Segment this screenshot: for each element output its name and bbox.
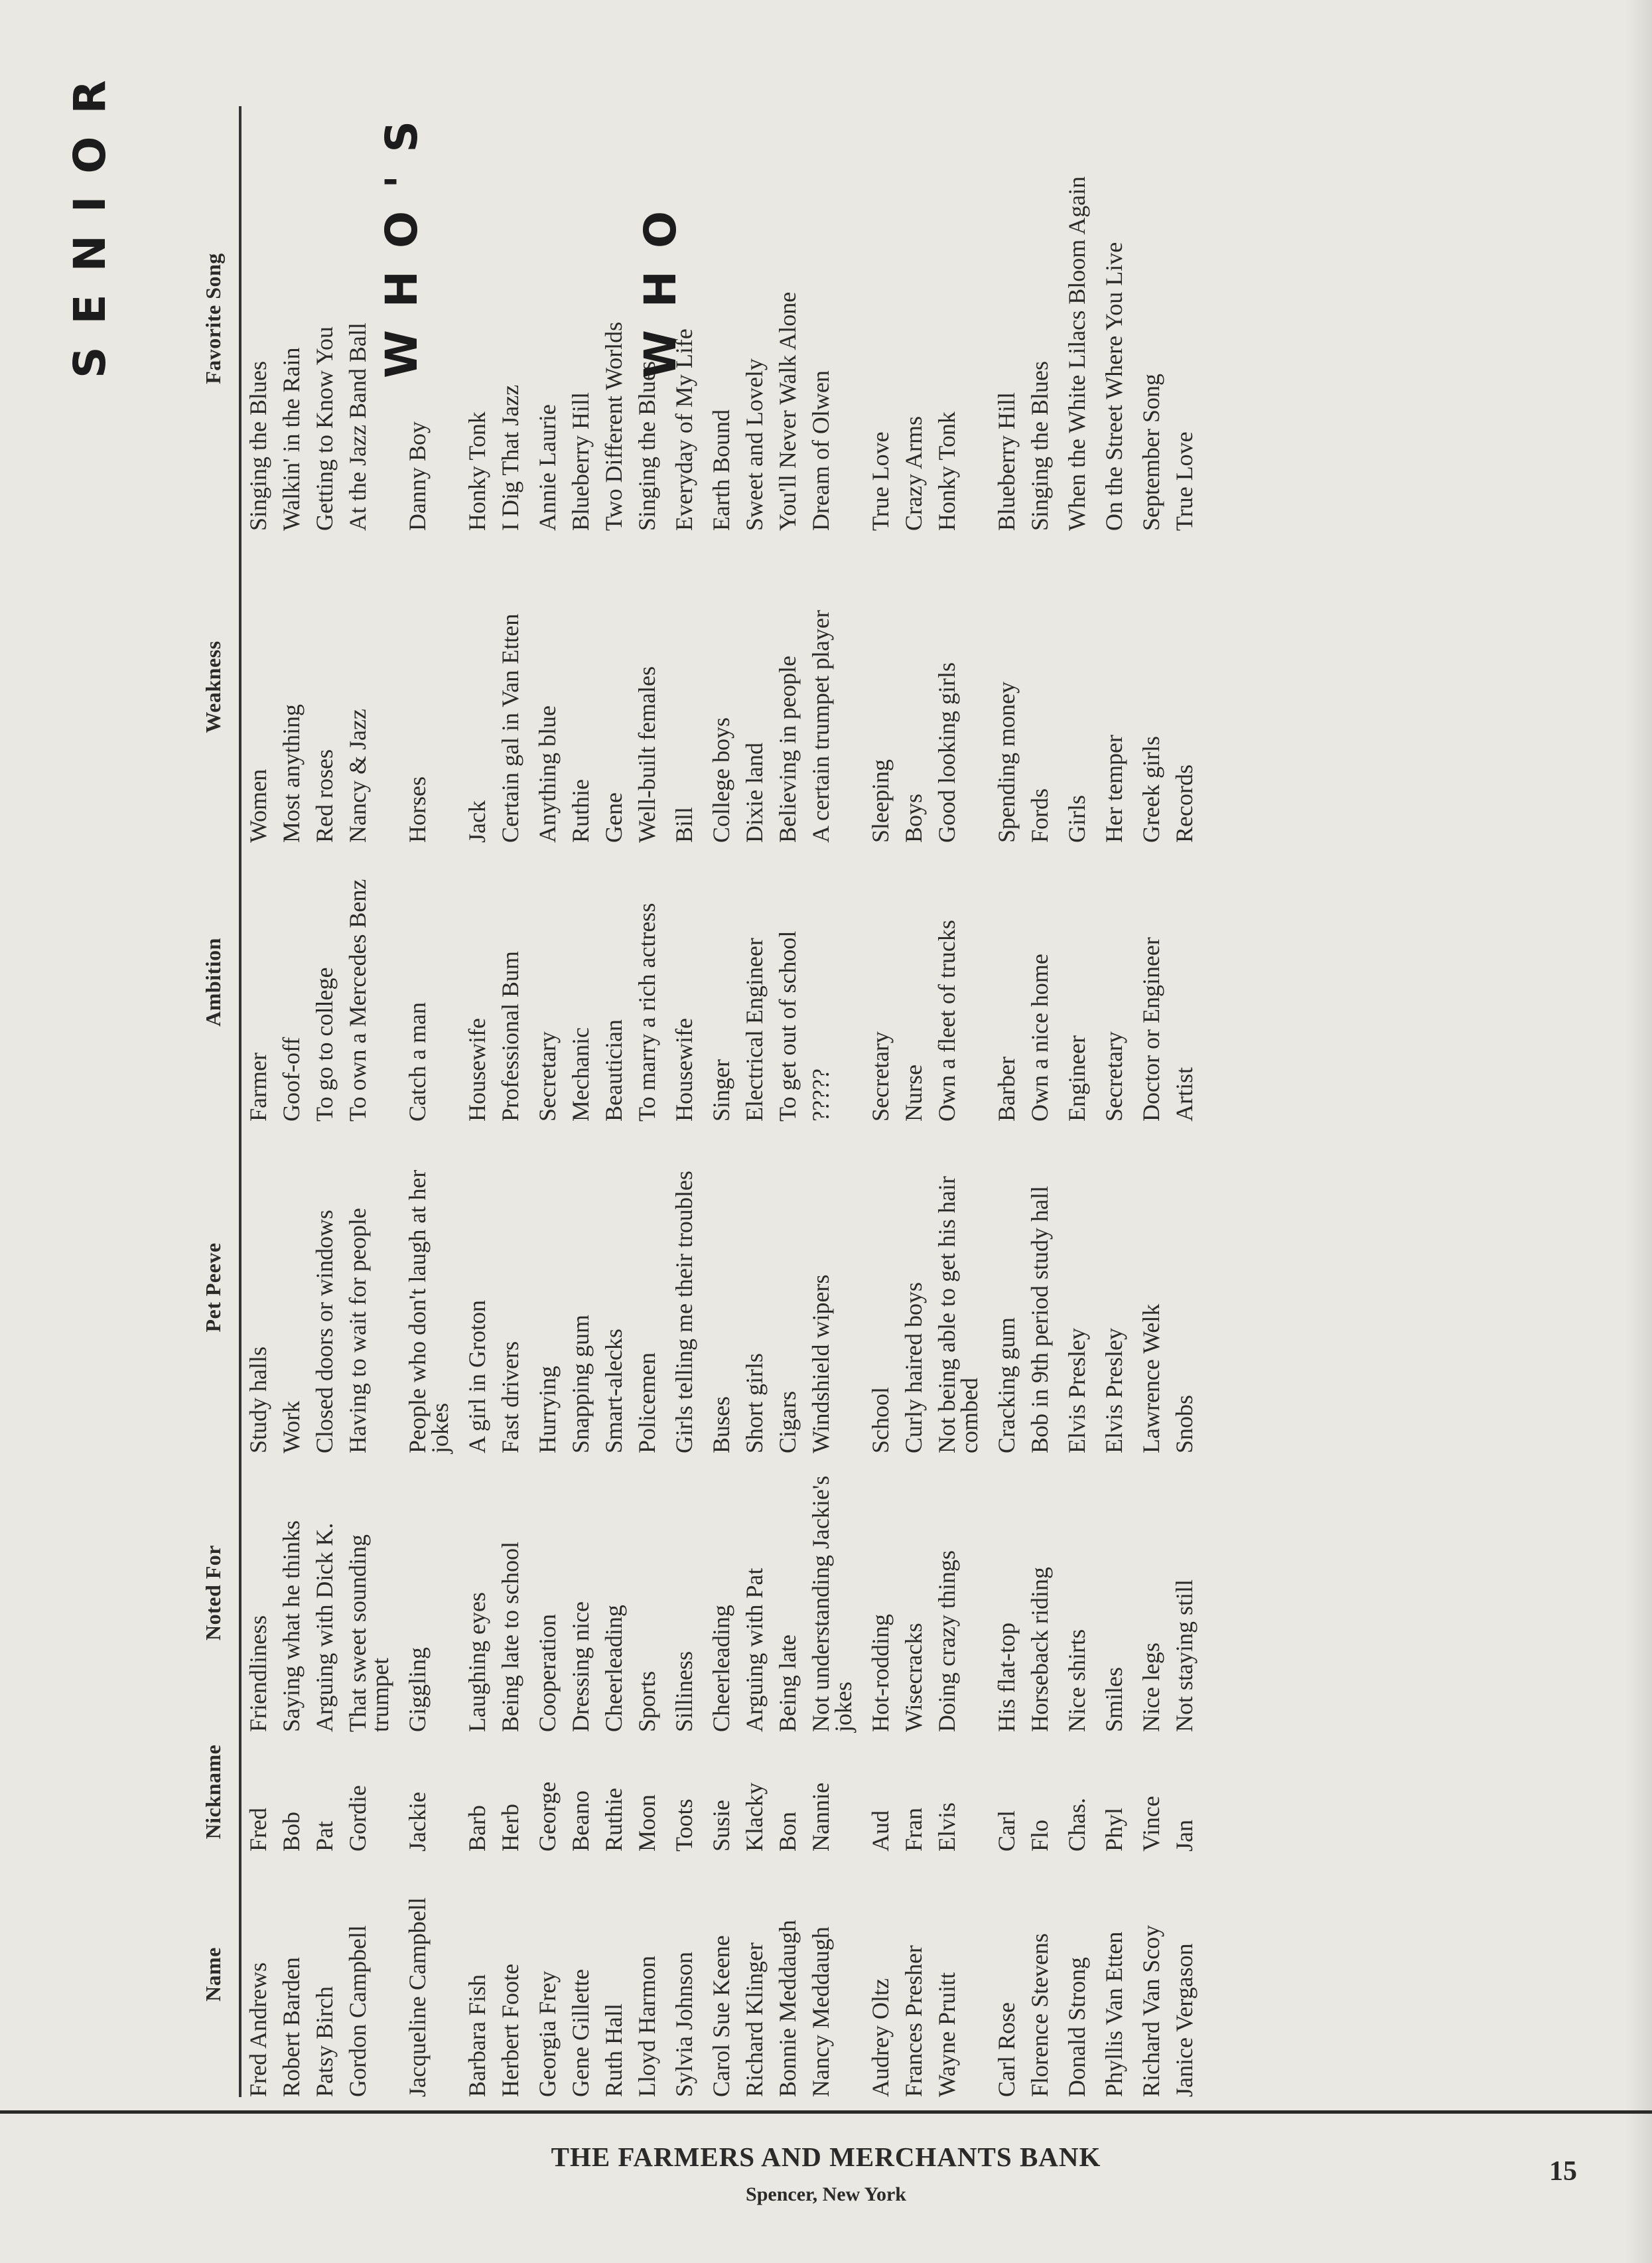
table-row: [630, 106, 667, 2097]
pet-peeve-cell: Study halls: [245, 1346, 271, 1453]
column-header-pet-peeve: Pet Peeve: [27, 1122, 240, 1453]
nickname-cell: Moon: [634, 1794, 660, 1852]
pet-peeve-cell: Snobs: [1171, 1394, 1198, 1453]
pet-peeve-cell: A girl in Groton: [464, 1300, 490, 1453]
pet-peeve-cell: Buses: [708, 1396, 734, 1453]
name-cell: Gordon Campbell: [344, 1925, 371, 2097]
nickname-cell: Gordie: [344, 1785, 371, 1852]
name-cell: Richard Van Scoy: [1138, 1925, 1164, 2097]
weakness-cell: Records: [1171, 765, 1198, 843]
favorite-song-cell: Honky Tonk: [464, 411, 490, 531]
name-cell: Robert Barden: [278, 1957, 305, 2097]
column-header-ambition: Ambition: [27, 843, 240, 1122]
nickname-cell: Barb: [464, 1805, 490, 1852]
nickname-cell: Flo: [1026, 1819, 1053, 1852]
favorite-song-cell: True Love: [867, 431, 894, 531]
pet-peeve-cell: Policemen: [634, 1352, 660, 1453]
noted-for-cell: Saying what he thinks: [278, 1520, 305, 1732]
pet-peeve-cell: Smart-alecks: [600, 1329, 627, 1453]
favorite-song-cell: Danny Boy: [404, 421, 431, 531]
noted-for-cell: That sweet sounding trumpet: [344, 1534, 393, 1732]
name-cell: Wayne Pruitt: [933, 1972, 960, 2097]
weakness-cell: Most anything: [278, 703, 305, 843]
weakness-cell: Good looking girls: [933, 662, 960, 843]
pet-peeve-cell: People who don't laugh at her jokes: [404, 1169, 453, 1453]
favorite-song-cell: Two Different Worlds: [600, 321, 627, 531]
weakness-cell: Her temper: [1101, 735, 1127, 843]
table-row: [864, 106, 897, 2097]
ambition-cell: Barber: [993, 1057, 1020, 1122]
nickname-cell: Pat: [311, 1820, 338, 1852]
table-row: [1060, 106, 1097, 2097]
name-cell: Sylvia Johnson: [671, 1951, 697, 2097]
ambition-cell: To own a Mercedes Benz: [344, 879, 371, 1122]
favorite-song-cell: You'll Never Walk Alone: [774, 291, 801, 531]
noted-for-cell: Giggling: [404, 1646, 431, 1732]
favorite-song-cell: Sweet and Lovely: [741, 358, 768, 531]
table-row: [308, 106, 341, 2097]
nickname-cell: Bon: [774, 1811, 801, 1852]
name-cell: Bonnie Meddaugh: [774, 1920, 801, 2097]
pet-peeve-cell: Short girls: [741, 1352, 768, 1453]
nickname-cell: Beano: [567, 1790, 594, 1852]
name-cell: Ruth Hall: [600, 2004, 627, 2097]
ambition-cell: ?????: [807, 1068, 834, 1122]
nickname-cell: Phyl: [1101, 1807, 1127, 1852]
table-row: [738, 106, 771, 2097]
ambition-cell: Housewife: [671, 1018, 697, 1122]
nickname-cell: Aud: [867, 1810, 894, 1852]
weakness-cell: Believing in people: [774, 656, 801, 843]
ambition-cell: Farmer: [245, 1053, 271, 1122]
noted-for-cell: Not staying still: [1171, 1579, 1198, 1732]
weakness-cell: Women: [245, 768, 271, 843]
ambition-cell: Own a fleet of trucks: [933, 920, 960, 1122]
ambition-cell: Nurse: [900, 1064, 927, 1122]
table-row: [705, 106, 738, 2097]
favorite-song-cell: True Love: [1171, 431, 1198, 531]
table-row: [930, 106, 990, 2097]
pet-peeve-cell: Windshield wipers: [807, 1274, 834, 1453]
favorite-song-cell: Singing the Blues: [1026, 360, 1053, 531]
weakness-cell: Dixie land: [741, 743, 768, 843]
table-row: [275, 106, 308, 2097]
noted-for-cell: Arguing with Dick K.: [311, 1522, 338, 1732]
pet-peeve-cell: Snapping gum: [567, 1314, 594, 1453]
pet-peeve-cell: Having to wait for people: [344, 1208, 371, 1453]
weakness-cell: Well-built females: [634, 666, 660, 843]
pet-peeve-cell: Not being able to get his hair combed: [933, 1176, 983, 1453]
ambition-cell: Catch a man: [404, 1002, 431, 1122]
pet-peeve-cell: Cracking gum: [993, 1317, 1020, 1453]
noted-for-cell: His flat-top: [993, 1623, 1020, 1732]
senior-whos-who-table: [27, 106, 1201, 2097]
nickname-cell: Klacky: [741, 1783, 768, 1852]
name-cell: Nancy Meddaugh: [807, 1927, 834, 2097]
table-body: [240, 106, 1201, 2097]
ambition-cell: Secretary: [1101, 1031, 1127, 1122]
pet-peeve-cell: Cigars: [774, 1391, 801, 1453]
ambition-cell: Doctor or Engineer: [1138, 937, 1164, 1122]
favorite-song-cell: Honky Tonk: [933, 411, 960, 531]
nickname-cell: Fran: [900, 1808, 927, 1852]
table-header-row: [27, 106, 240, 2097]
nickname-cell: Chas.: [1064, 1798, 1090, 1852]
weakness-cell: Gene: [600, 792, 627, 843]
favorite-song-cell: Dream of Olwen: [807, 370, 834, 531]
favorite-song-cell: Earth Bound: [708, 409, 734, 531]
nickname-cell: Nannie: [807, 1783, 834, 1852]
page-number: 15: [1549, 2156, 1577, 2187]
favorite-song-cell: When the White Lilacs Bloom Again: [1064, 176, 1090, 531]
table-row: [771, 106, 804, 2097]
pet-peeve-cell: School: [867, 1386, 894, 1453]
noted-for-cell: Being late to school: [497, 1542, 523, 1732]
favorite-song-cell: Singing the Blues: [634, 360, 660, 531]
name-cell: Fred Andrews: [245, 1962, 271, 2097]
table-row: [401, 106, 460, 2097]
weakness-cell: Ruthie: [567, 779, 594, 843]
ambition-cell: Housewife: [464, 1018, 490, 1122]
nickname-cell: Susie: [708, 1799, 734, 1852]
favorite-song-cell: Walkin' in the Rain: [278, 347, 305, 531]
nickname-cell: George: [534, 1781, 561, 1852]
pet-peeve-cell: Elvis Presley: [1064, 1328, 1090, 1453]
table-row: [990, 106, 1023, 2097]
weakness-cell: Horses: [404, 776, 431, 843]
favorite-song-cell: September Song: [1138, 374, 1164, 531]
ambition-cell: Mechanic: [567, 1027, 594, 1122]
pet-peeve-cell: Girls telling me their troubles: [671, 1171, 697, 1453]
page-edge-shadow: [1625, 0, 1652, 2263]
ambition-cell: Singer: [708, 1059, 734, 1122]
noted-for-cell: Nice legs: [1138, 1643, 1164, 1732]
noted-for-cell: Doing crazy things: [933, 1550, 960, 1732]
noted-for-cell: Arguing with Pat: [741, 1568, 768, 1732]
weakness-cell: College boys: [708, 717, 734, 843]
weakness-cell: Red roses: [311, 749, 338, 843]
sponsor-bank-name: THE FARMERS AND MERCHANTS BANK: [551, 2142, 1101, 2172]
ambition-cell: To marry a rich actress: [634, 903, 660, 1122]
table-row: [1168, 106, 1201, 2097]
ambition-cell: Artist: [1171, 1066, 1198, 1122]
nickname-cell: Herb: [497, 1804, 523, 1852]
table-row: [564, 106, 597, 2097]
pet-peeve-cell: Elvis Presley: [1101, 1328, 1127, 1453]
pet-peeve-cell: Bob in 9th period study hall: [1026, 1186, 1053, 1453]
noted-for-cell: Cooperation: [534, 1614, 561, 1732]
name-cell: Audrey Oltz: [867, 1978, 894, 2097]
name-cell: Lloyd Harmon: [634, 1956, 660, 2097]
weakness-cell: Sleeping: [867, 759, 894, 843]
weakness-cell: Greek girls: [1138, 736, 1164, 843]
nickname-cell: Carl: [993, 1810, 1020, 1852]
pet-peeve-cell: Work: [278, 1400, 305, 1453]
pet-peeve-cell: Hurrying: [534, 1366, 561, 1453]
noted-for-cell: Cheerleading: [600, 1605, 627, 1732]
noted-for-cell: Horseback riding: [1026, 1567, 1053, 1732]
name-cell: Carol Sue Keene: [708, 1935, 734, 2097]
ambition-cell: Professional Bum: [497, 951, 523, 1122]
name-cell: Patsy Birch: [311, 1986, 338, 2097]
weakness-cell: Fords: [1026, 788, 1053, 843]
table-row: [597, 106, 630, 2097]
headline-word: WHO: [635, 188, 686, 378]
favorite-song-cell: Everyday of My Life: [671, 328, 697, 531]
favorite-song-cell: Getting to Know You: [311, 326, 338, 531]
favorite-song-cell: Blueberry Hill: [993, 392, 1020, 531]
weakness-cell: Jack: [464, 800, 490, 843]
nickname-cell: Fred: [245, 1808, 271, 1852]
name-cell: Jacqueline Campbell: [404, 1897, 431, 2097]
weakness-cell: Spending money: [993, 682, 1020, 843]
nickname-cell: Jackie: [404, 1792, 431, 1852]
name-cell: Donald Strong: [1064, 1957, 1090, 2097]
footer-divider: [0, 2110, 1652, 2114]
pet-peeve-cell: Lawrence Welk: [1138, 1303, 1164, 1453]
favorite-song-cell: Annie Laurie: [534, 404, 561, 531]
noted-for-cell: Sports: [634, 1670, 660, 1732]
table-row: [1023, 106, 1060, 2097]
weakness-cell: Anything blue: [534, 705, 561, 843]
ambition-cell: Beautician: [600, 1019, 627, 1122]
noted-for-cell: Laughing eyes: [464, 1592, 490, 1732]
column-header-favorite-song: Favorite Song: [27, 106, 240, 531]
pet-peeve-cell: Curly haired boys: [900, 1282, 927, 1453]
nickname-cell: Bob: [278, 1811, 305, 1852]
noted-for-cell: Silliness: [671, 1650, 697, 1732]
pet-peeve-cell: Fast drivers: [497, 1341, 523, 1453]
table-row: [531, 106, 564, 2097]
noted-for-cell: Not understanding Jackie's jokes: [807, 1475, 857, 1732]
weakness-cell: Girls: [1064, 795, 1090, 843]
ambition-cell: To get out of school: [774, 930, 801, 1122]
ambition-cell: Secretary: [867, 1031, 894, 1122]
table-row: [804, 106, 864, 2097]
column-header-nickname: Nickname: [27, 1732, 240, 1852]
weakness-cell: Boys: [900, 793, 927, 843]
noted-for-cell: Hot-rodding: [867, 1614, 894, 1732]
name-cell: Phyllis Van Etten: [1101, 1931, 1127, 2097]
ambition-cell: To go to college: [311, 967, 338, 1122]
rotated-content: [27, 20, 1612, 2104]
weakness-cell: Certain gal in Van Etten: [497, 613, 523, 843]
table-row: [460, 106, 494, 2097]
sponsor-bank-city: Spencer, New York: [746, 2183, 906, 2205]
favorite-song-cell: Crazy Arms: [900, 416, 927, 531]
headline-word: SENIOR: [64, 57, 115, 378]
headline-word: WHO'S: [376, 98, 427, 378]
favorite-song-cell: On the Street Where You Live: [1101, 242, 1127, 531]
noted-for-cell: Friendliness: [245, 1615, 271, 1732]
favorite-song-cell: Singing the Blues: [245, 360, 271, 531]
table-row: [897, 106, 930, 2097]
name-cell: Janice Vergason: [1171, 1943, 1198, 2097]
ambition-cell: Engineer: [1064, 1035, 1090, 1122]
favorite-song-cell: I Dig That Jazz: [497, 384, 523, 531]
name-cell: Barbara Fish: [464, 1974, 490, 2097]
table-row: [494, 106, 531, 2097]
weakness-cell: A certain trumpet player: [807, 610, 834, 843]
ambition-cell: Goof-off: [278, 1037, 305, 1122]
pet-peeve-cell: Closed doors or windows: [311, 1210, 338, 1453]
ambition-cell: Secretary: [534, 1031, 561, 1122]
nickname-cell: Jan: [1171, 1820, 1198, 1852]
noted-for-cell: Dressing nice: [567, 1601, 594, 1732]
column-header-name: Name: [27, 1852, 240, 2097]
noted-for-cell: Being late: [774, 1635, 801, 1732]
nickname-cell: Toots: [671, 1798, 697, 1852]
name-cell: Herbert Foote: [497, 1964, 523, 2097]
noted-for-cell: Nice shirts: [1064, 1629, 1090, 1732]
weakness-cell: Nancy & Jazz: [344, 709, 371, 843]
table-row: [1135, 106, 1168, 2097]
ambition-cell: Own a nice home: [1026, 954, 1053, 1122]
table-row: [1097, 106, 1135, 2097]
column-header-weakness: Weakness: [27, 531, 240, 843]
table-row: [341, 106, 401, 2097]
weakness-cell: Bill: [671, 806, 697, 843]
name-cell: Florence Stevens: [1026, 1933, 1053, 2097]
table-row: [240, 106, 275, 2097]
noted-for-cell: Cheerleading: [708, 1605, 734, 1732]
name-cell: Gene Gillette: [567, 1969, 594, 2097]
name-cell: Frances Presher: [900, 1945, 927, 2097]
nickname-cell: Vince: [1138, 1796, 1164, 1852]
name-cell: Georgia Frey: [534, 1970, 561, 2097]
favorite-song-cell: Blueberry Hill: [567, 392, 594, 531]
column-header-noted-for: Noted For: [27, 1453, 240, 1732]
noted-for-cell: Wisecracks: [900, 1623, 927, 1732]
nickname-cell: Elvis: [933, 1802, 960, 1852]
name-cell: Carl Rose: [993, 2002, 1020, 2097]
noted-for-cell: Smiles: [1101, 1666, 1127, 1732]
favorite-song-cell: At the Jazz Band Ball: [344, 323, 371, 531]
table-row: [667, 106, 705, 2097]
nickname-cell: Ruthie: [600, 1788, 627, 1852]
ambition-cell: Electrical Engineer: [741, 938, 768, 1122]
name-cell: Richard Klinger: [741, 1942, 768, 2097]
